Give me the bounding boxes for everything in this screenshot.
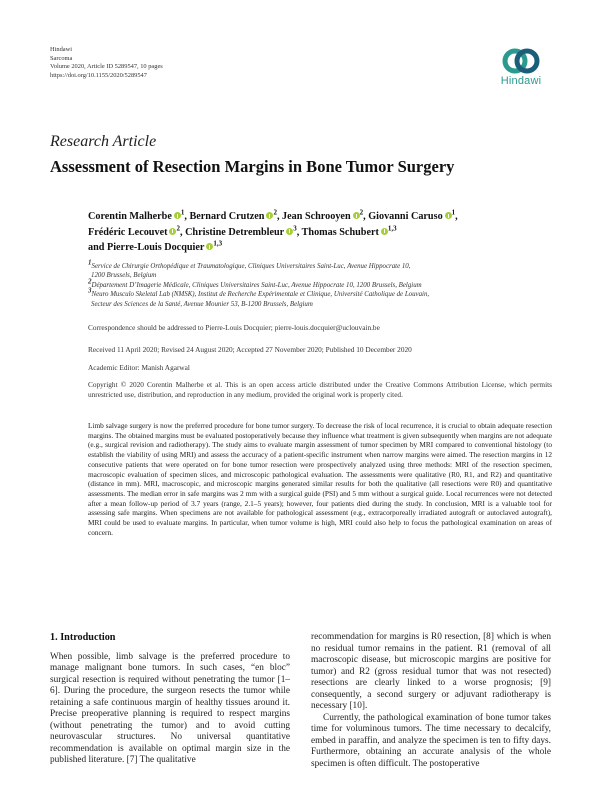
journal-meta <box>50 46 163 80</box>
hindawi-logo <box>490 48 552 87</box>
orcid-icon[interactable] <box>174 212 181 219</box>
journal-name: Sarcoma <box>50 54 73 62</box>
volume-line: Volume 2020, Article ID 5289547, 10 pages <box>50 63 163 71</box>
logo-wordmark: Hindawi <box>500 75 542 87</box>
affiliations <box>88 258 558 309</box>
orcid-icon[interactable] <box>206 243 213 250</box>
author[interactable]: Corentin Malherbe $^1$, <box>88 208 187 222</box>
affiliation: 3Neuro Musculo Skeletal Lab (NMSK), Institut de Recherche Expérimentale et Clinique, Université Catholique de Louvain, Secteur des Sciences de la Santé, Avenue Mounier 53, B-1200 Brussels, Belgium <box>88 286 430 308</box>
academic-editor: Academic Editor: Manish Agarwal <box>88 363 190 372</box>
body-column-right <box>311 632 551 770</box>
section-heading-introduction: 1. Introduction <box>50 632 116 643</box>
orcid-icon[interactable] <box>445 212 452 219</box>
orcid-icon[interactable] <box>286 228 293 235</box>
body-paragraph: When possible, limb salvage is the preferred procedure to manage malignant bone tumors. In such cases, “en bloc” surgical resection is required without penetrating the tumor [1–6]. During the procedure, the surgeon resects the tumor while retaining a safe continuous margin of healthy tissues around it. Precise preoperative planning is required to respect margins (without penetrating the tumor) and to avoid cutting neurovascular structures. No universal quantitative recommendation is available on optimal margin size in the published literature. [7] The qualitative <box>50 651 290 765</box>
author[interactable]: Frédéric Lecouvet $^2$, <box>88 224 183 238</box>
body-paragraph: recommendation for margins is R0 resection, [8] which is when no residual tumor remains in the patient. R1 (removal of all macroscopic disease, but microscopic margins are positive for tumor) and R2 (gross residual tumor that was not resected) resections are clearly linked to a worse prognosis; [9] consequently, a second surgery or adjuvant radiotherapy is necessary [10]. <box>311 632 551 711</box>
orcid-icon[interactable] <box>266 212 273 219</box>
body-paragraph: Currently, the pathological examination of bone tumor takes time for voluminous tumors. The time necessary to decalcify, embed in paraffin, and analyze the specimen is ten to fifty days. Furthermore, obtaining an accurate analysis of the whole specimen is often difficult. The postoperative <box>311 712 551 769</box>
doi-link[interactable]: https://doi.org/10.1155/2020/5289547 <box>50 71 147 79</box>
article-type: Research Article <box>50 133 157 150</box>
orcid-icon[interactable] <box>353 212 360 219</box>
publisher-name: Hindawi <box>50 46 73 53</box>
author-list <box>88 209 558 256</box>
author[interactable]: Jean Schrooyen $^2$, <box>282 208 366 222</box>
correspondence: Correspondence should be addressed to Pierre-Louis Docquier; pierre-louis.docquier@uclouvain.be <box>88 323 380 332</box>
article-title: Assessment of Resection Margins in Bone Tumor Surgery <box>50 157 455 176</box>
author[interactable]: Thomas Schubert $^{1,3}$ <box>301 224 397 238</box>
abstract: Limb salvage surgery is now the preferred procedure for bone tumor surgery. To decrease the risk of local recurrence, it is crucial to obtain adequate resection margins. The obtained margins must be evaluated postoperatively because they influence what treatment is given subsequently when margins are not adequate (e.g., surgical revision and radiotherapy). The study aims to evaluate margin assessment of tumor specimen by MRI compared to conventional histology (to establish the viability of using MRI) and assess the accuracy of a patient-specific instrument when narrow margins were aimed. The resection margins in 12 consecutive patients that were operated on for bone tumor resection were prospectively analyzed using three methods: MRI of the resection specimen, macroscopic evaluation of specimen slices, and microscopic pathological evaluation. The assessments were qualitative (R0, R1, and R2) and quantitative (distance in mm). MRI, macroscopic, and microscopic margins generated similar results for both the qualitative (all resections were R0) and quantitative assessments. The median error in safe margins was 2 mm with a surgical guide (PSI) and 5 mm without a surgical guide. Local recurrences were not detected after a mean follow-up period of 3.7 years (range, 2.1–5 years); however, four patients died during the study. In conclusion, MRI is a valuable tool for assessing safe margins. When specimens are not available for pathological assessment (e.g., extracorporeally irradiated autograft or autoclaved autograft), MRI could be used to evaluate margins. In particular, when tumor volume is high, MRI could also help to focus the pathological examination on areas of concern. <box>88 421 552 537</box>
author[interactable]: Christine Detrembleur $^3$, <box>185 224 300 238</box>
body-column-left <box>50 632 290 767</box>
affiliation: 1Service de Chirurgie Orthopédique et Traumatologique, Cliniques Universitaires Saint-Luc, Avenue Hippocrate 10, 1200 Brussels, Belgium <box>88 258 411 280</box>
author[interactable]: and Pierre-Louis Docquier $^{1,3}$ <box>88 239 223 253</box>
hindawi-logo-icon <box>502 48 540 74</box>
orcid-icon[interactable] <box>381 228 388 235</box>
affiliation: 2Département D’Imagerie Médicale, Cliniques Universitaires Saint-Luc, Avenue Hippocrate 10, 1200 Brussels, Belgium <box>88 277 422 289</box>
copyright-notice: Copyright © 2020 Corentin Malherbe et al. This is an open access article distributed under the Creative Commons Attribution License, which permits unrestricted use, distribution, and reproduction in any medium, provided the original work is properly cited. <box>88 380 552 399</box>
article-dates: Received 11 April 2020; Revised 24 August 2020; Accepted 27 November 2020; Published 10 December 2020 <box>88 345 412 354</box>
author[interactable]: Bernard Crutzen $^2$, <box>189 208 280 222</box>
author[interactable]: Giovanni Caruso $^1$, <box>368 208 458 222</box>
